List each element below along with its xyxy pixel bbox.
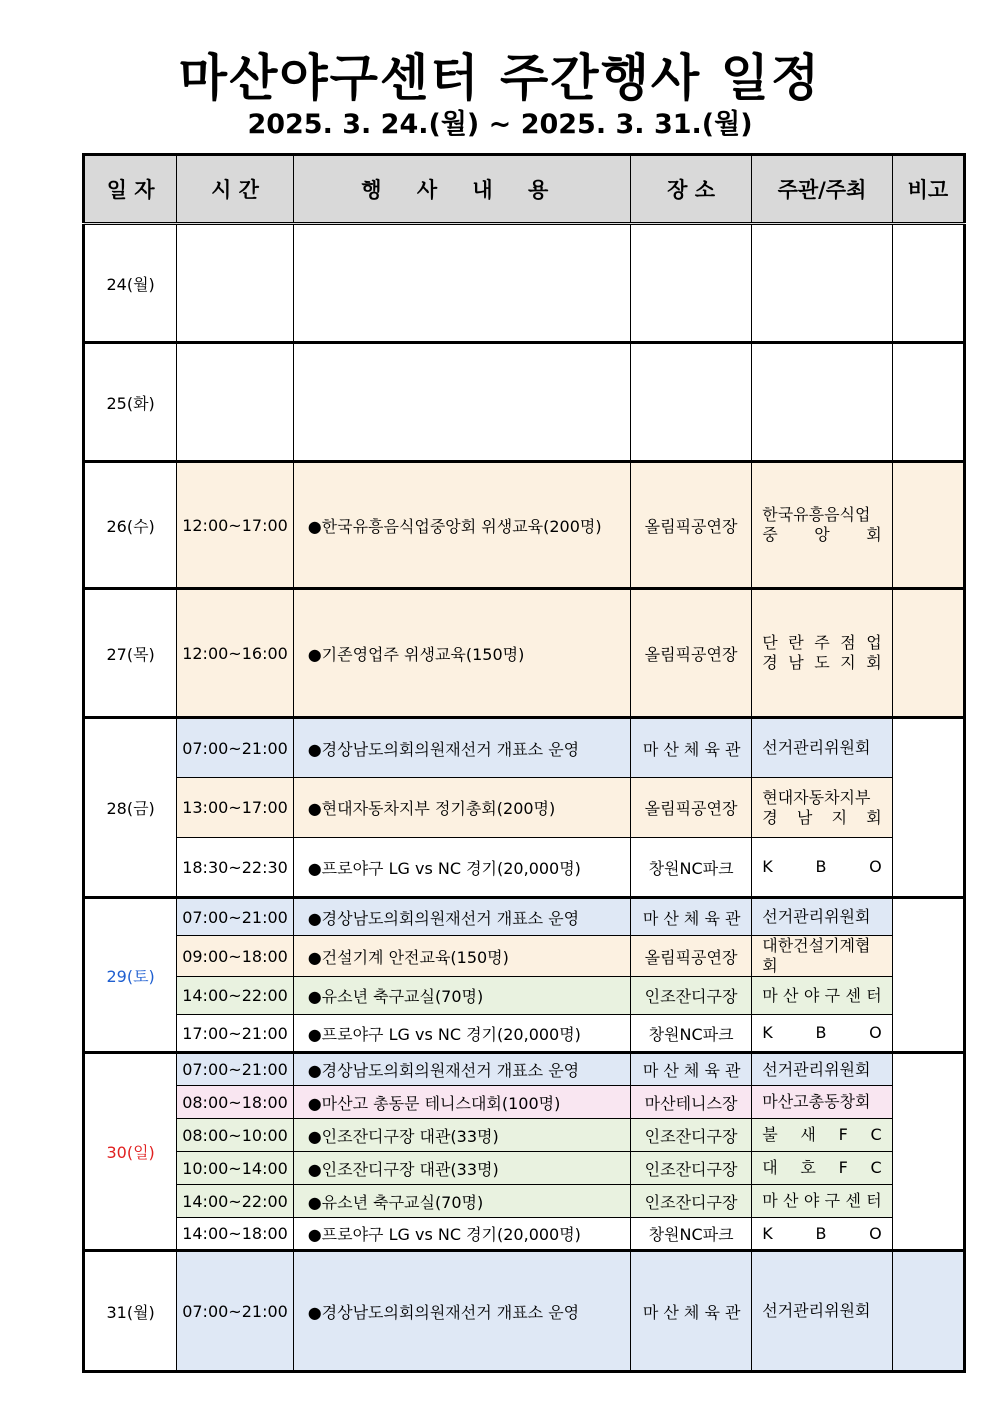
time-cell: 08:00~18:00 xyxy=(177,1086,293,1119)
header-place: 장 소 xyxy=(630,155,751,224)
time-cell: 13:00~17:00 xyxy=(177,778,293,838)
note-cell xyxy=(892,718,964,898)
date-cell: 31(월) xyxy=(84,1251,177,1372)
organizer-line: 선거관리위원회 xyxy=(762,907,871,926)
page-title: 마산야구센터 주간행사 일정 xyxy=(178,49,822,107)
place-cell: 올림픽공연장 xyxy=(630,462,751,589)
header-date: 일 자 xyxy=(84,155,177,224)
header-content: 행 사 내 용 xyxy=(293,155,630,224)
time-cell: 12:00~17:00 xyxy=(177,462,293,589)
table-row xyxy=(84,977,965,1015)
table-row xyxy=(84,1218,965,1251)
table-row xyxy=(84,1086,965,1119)
time-cell: 07:00~21:00 xyxy=(177,1053,293,1086)
organizer-cell xyxy=(752,1218,892,1251)
table-row xyxy=(84,838,965,898)
organizer-line: 마 산 야 구 센 터 xyxy=(762,1191,882,1210)
organizer-line: 현대자동차지부 xyxy=(762,787,871,807)
table-row xyxy=(84,589,965,718)
place-cell xyxy=(630,718,751,778)
place-cell: 마산테니스장 xyxy=(630,1086,751,1119)
note-cell xyxy=(892,343,964,462)
organizer-line: 대 호 F C xyxy=(762,1158,882,1177)
organizer-cell xyxy=(752,1119,892,1152)
time-cell xyxy=(177,343,293,462)
time-cell: 17:00~21:00 xyxy=(177,1015,293,1053)
content-cell: ●한국유흥음식업중앙회 위생교육(200명) xyxy=(293,462,630,589)
table-row xyxy=(84,1251,965,1372)
place-cell: 올림픽공연장 xyxy=(630,589,751,718)
organizer-line: 마 산 야 구 센 터 xyxy=(762,985,882,1005)
header-organizer: 주관/주최 xyxy=(752,155,892,224)
place-cell: 인조잔디구장 xyxy=(630,977,751,1015)
table-row xyxy=(84,718,965,778)
date-cell: 24(월) xyxy=(84,224,177,343)
table-row xyxy=(84,462,965,589)
content-cell: ●인조잔디구장 대관(33명) xyxy=(293,1119,630,1152)
date-cell: 28(금) xyxy=(84,718,177,898)
time-cell xyxy=(177,224,293,343)
table-row xyxy=(84,1053,965,1086)
organizer-cell xyxy=(752,1185,892,1218)
organizer-line: 불 새 F C xyxy=(762,1125,882,1144)
time-cell: 07:00~21:00 xyxy=(177,898,293,936)
content-cell: ●기존영업주 위생교육(150명) xyxy=(293,589,630,718)
organizer-cell xyxy=(752,718,892,778)
content-cell xyxy=(293,224,630,343)
place-text: 마 산 체 육 관 xyxy=(642,908,741,928)
content-cell: ●경상남도의회의원재선거 개표소 운영 xyxy=(293,898,630,936)
organizer-line: 선거관리위원회 xyxy=(762,1301,871,1320)
note-cell xyxy=(892,462,964,589)
content-cell: ●경상남도의회의원재선거 개표소 운영 xyxy=(293,1053,630,1086)
time-cell: 18:30~22:30 xyxy=(177,838,293,898)
place-cell: 올림픽공연장 xyxy=(630,778,751,838)
table-row xyxy=(84,778,965,838)
organizer-line: K B O xyxy=(762,857,882,876)
time-cell: 07:00~21:00 xyxy=(177,718,293,778)
organizer-cell xyxy=(752,898,892,936)
table-row xyxy=(84,1119,965,1152)
table-row xyxy=(84,898,965,936)
content-cell xyxy=(293,343,630,462)
organizer-line: 선거관리위원회 xyxy=(762,738,871,757)
place-cell: 인조잔디구장 xyxy=(630,1185,751,1218)
date-cell: 30(일) xyxy=(84,1053,177,1251)
organizer-cell xyxy=(752,1251,892,1372)
organizer-cell xyxy=(752,936,892,977)
table-row xyxy=(84,936,965,977)
organizer-cell xyxy=(752,1015,892,1053)
time-cell: 08:00~10:00 xyxy=(177,1119,293,1152)
place-cell xyxy=(630,343,751,462)
organizer-line: K B O xyxy=(762,1023,882,1042)
table-row xyxy=(84,343,965,462)
organizer-line: 경 남 도 지 회 xyxy=(762,653,882,672)
table-row xyxy=(84,1015,965,1053)
date-cell: 29(토) xyxy=(84,898,177,1053)
place-cell: 인조잔디구장 xyxy=(630,1119,751,1152)
content-cell: ●경상남도의회의원재선거 개표소 운영 xyxy=(293,1251,630,1372)
note-cell xyxy=(892,589,964,718)
time-cell: 14:00~22:00 xyxy=(177,977,293,1015)
time-cell: 07:00~21:00 xyxy=(177,1251,293,1372)
organizer-cell xyxy=(752,1086,892,1119)
organizer-line: 중 앙 회 xyxy=(762,525,882,544)
content-cell: ●프로야구 LG vs NC 경기(20,000명) xyxy=(293,1218,630,1251)
place-text: 마 산 체 육 관 xyxy=(642,1061,741,1080)
organizer-cell xyxy=(752,1152,892,1185)
organizer-cell xyxy=(752,343,892,462)
place-cell: 창원NC파크 xyxy=(630,1015,751,1053)
header-time: 시 간 xyxy=(177,155,293,224)
date-cell: 25(화) xyxy=(84,343,177,462)
period-subtitle: 2025. 3. 24.(월) ~ 2025. 3. 31.(월) xyxy=(247,109,753,140)
time-cell: 09:00~18:00 xyxy=(177,936,293,977)
note-cell xyxy=(892,1053,964,1251)
content-cell: ●프로야구 LG vs NC 경기(20,000명) xyxy=(293,838,630,898)
organizer-cell xyxy=(752,778,892,838)
note-cell xyxy=(892,224,964,343)
place-text: 마 산 체 육 관 xyxy=(642,1302,741,1322)
organizer-line: 한국유흥음식업 xyxy=(762,505,871,524)
time-cell: 12:00~16:00 xyxy=(177,589,293,718)
header-row xyxy=(84,155,965,224)
place-cell xyxy=(630,224,751,343)
content-cell: ●마산고 총동문 테니스대회(100명) xyxy=(293,1086,630,1119)
time-cell: 14:00~22:00 xyxy=(177,1185,293,1218)
note-cell xyxy=(892,898,964,1053)
organizer-line: 선거관리위원회 xyxy=(762,1059,871,1079)
organizer-line: 마산고총동창회 xyxy=(762,1092,871,1111)
place-cell: 창원NC파크 xyxy=(630,838,751,898)
content-cell: ●프로야구 LG vs NC 경기(20,000명) xyxy=(293,1015,630,1053)
organizer-cell xyxy=(752,1053,892,1086)
organizer-cell xyxy=(752,838,892,898)
organizer-line: 경 남 지 회 xyxy=(762,807,882,827)
place-cell xyxy=(630,1251,751,1372)
table-row xyxy=(84,1152,965,1185)
place-cell xyxy=(630,1053,751,1086)
date-cell: 26(수) xyxy=(84,462,177,589)
note-cell xyxy=(892,1251,964,1372)
organizer-cell xyxy=(752,977,892,1015)
header-note: 비고 xyxy=(892,155,964,224)
time-cell: 10:00~14:00 xyxy=(177,1152,293,1185)
table-row xyxy=(84,224,965,343)
place-cell: 올림픽공연장 xyxy=(630,936,751,977)
content-cell: ●건설기계 안전교육(150명) xyxy=(293,936,630,977)
organizer-line: K B O xyxy=(762,1223,882,1243)
content-cell: ●현대자동차지부 정기총회(200명) xyxy=(293,778,630,838)
date-cell: 27(목) xyxy=(84,589,177,718)
organizer-line: 대한건설기계협회 xyxy=(762,936,871,975)
place-cell xyxy=(630,898,751,936)
content-cell: ●유소년 축구교실(70명) xyxy=(293,1185,630,1218)
schedule-table xyxy=(82,153,966,1373)
organizer-cell xyxy=(752,589,892,718)
table-row xyxy=(84,1185,965,1218)
content-cell: ●유소년 축구교실(70명) xyxy=(293,977,630,1015)
place-text: 마 산 체 육 관 xyxy=(642,739,741,759)
organizer-line: 단 란 주 점 업 xyxy=(762,633,882,652)
content-cell: ●경상남도의회의원재선거 개표소 운영 xyxy=(293,718,630,778)
place-cell: 창원NC파크 xyxy=(630,1218,751,1251)
time-cell: 14:00~18:00 xyxy=(177,1218,293,1251)
organizer-cell xyxy=(752,224,892,343)
organizer-cell xyxy=(752,462,892,589)
place-cell: 인조잔디구장 xyxy=(630,1152,751,1185)
content-cell: ●인조잔디구장 대관(33명) xyxy=(293,1152,630,1185)
